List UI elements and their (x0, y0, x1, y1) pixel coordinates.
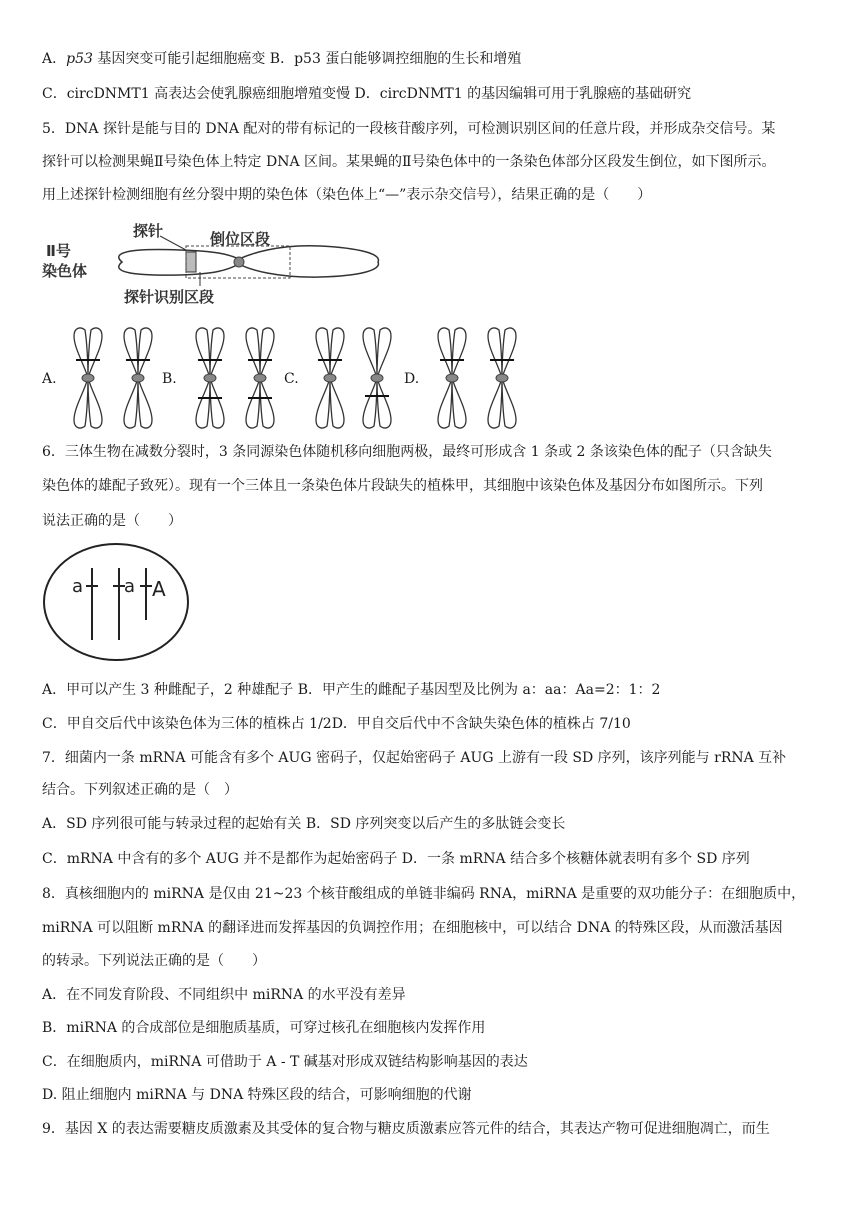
option-c-chrom-1 (316, 328, 344, 428)
q5-option-b-label[interactable]: B. (162, 371, 177, 387)
q4-option-a-text: 基因突变可能引起细胞癌变 B．p53 蛋白能够调控细胞的生长和增殖 (92, 51, 522, 67)
q8-stem-line3: 的转录。下列说法正确的是（ ） (42, 953, 266, 969)
option-d-chrom-1 (438, 328, 466, 428)
q8-option-c: C．在细胞质内，miRNA 可借助于 A - T 碱基对形成双链结构影响基因的表达 (42, 1054, 528, 1070)
region-label: 探针识别区段 (124, 288, 215, 306)
q8-stem-line2: miRNA 可以阻断 mRNA 的翻译进而发挥基因的负调控作用；在细胞核中，可以结合 DNA 的特殊区段，从而激活基因 (42, 920, 783, 936)
q8-stem-line1: 8．真核细胞内的 miRNA 是仅由 21~23 个核苷酸组成的单链非编码 RNA，miRNA 是重要的双功能分子：在细胞质中， (42, 886, 806, 902)
option-c-chrom-2 (363, 328, 391, 428)
q5-stem-line3: 用上述探针检测细胞有丝分裂中期的染色体（染色体上“—”表示杂交信号），结果正确的是（ ） (42, 187, 652, 203)
q6-stem-line3: 说法正确的是（ ） (42, 513, 182, 529)
q5-stem-line2: 探针可以检测果蝇Ⅱ号染色体上特定 DNA 区间。某果蝇的Ⅱ号染色体中的一条染色体部分区段发生倒位，如下图所示。 (42, 154, 776, 170)
chromosome-shape (119, 246, 379, 277)
q7-option-ab: A．SD 序列很可能与转录过程的起始有关 B．SD 序列突变以后产生的多肽链会变长 (42, 816, 566, 832)
q6-cell-figure (40, 538, 200, 664)
option-a-chrom-1 (74, 328, 102, 428)
centromere (234, 257, 244, 267)
q8-option-a: A．在不同发育阶段、不同组织中 miRNA 的水平没有差异 (42, 987, 406, 1003)
q7-option-cd: C．mRNA 中含有的多个 AUG 并不是都作为起始密码子 D．一条 mRNA 结合多个核糖体就表明有多个 SD 序列 (42, 851, 750, 867)
option-d-chrom-2 (488, 328, 516, 428)
q8-option-d: D. 阻止细胞内 miRNA 与 DNA 特殊区段的结合，可影响细胞的代谢 (42, 1087, 472, 1103)
option-a-chrom-2 (124, 328, 152, 428)
allele-2: a (124, 576, 136, 597)
q4-option-a-gene: p53 (66, 51, 93, 67)
q6-option-cd: C．甲自交后代中该染色体为三体的植株占 1/2D．甲自交后代中不含缺失染色体的植株占 7/10 (42, 716, 631, 732)
q5-option-a-label[interactable]: A. (42, 371, 57, 387)
probe-region-box (186, 252, 196, 272)
probe-pointer (160, 236, 186, 250)
q9-stem-line1: 9．基因 X 的表达需要糖皮质激素及其受体的复合物与糖皮质激素应答元件的结合，其表达产物可促进细胞凋亡，而生 (42, 1121, 770, 1137)
option-b-chrom-1 (196, 328, 224, 428)
q5-chromosome-figure (40, 214, 390, 310)
chrom-label-2: 染色体 (42, 262, 88, 280)
q6-stem-line1: 6．三体生物在减数分裂时，3 条同源染色体随机移向细胞两极，最终可形成含 1 条或 2 条该染色体的配子（只含缺失 (42, 444, 772, 460)
q4-option-cd: C．circDNMT1 高表达会使乳腺癌细胞增殖变慢 D．circDNMT1 的基因编辑可用于乳腺癌的基础研究 (42, 86, 692, 102)
q6-option-ab: A．甲可以产生 3 种雌配子，2 种雄配子 B．甲产生的雌配子基因型及比例为 a：aa：Aa=2：1：2 (42, 682, 661, 698)
allele-1: a (72, 576, 84, 597)
q8-option-b: B．miRNA 的合成部位是细胞质基质，可穿过核孔在细胞核内发挥作用 (42, 1020, 486, 1036)
inversion-label: 倒位区段 (210, 230, 271, 248)
probe-label: 探针 (133, 222, 164, 240)
cell-outline (44, 544, 188, 660)
q4-option-ab (42, 50, 521, 68)
q4-option-a-prefix: A． (42, 51, 67, 67)
q5-option-d-label[interactable]: D. (404, 371, 420, 387)
allele-3: A (152, 577, 166, 601)
chrom-label-1: Ⅱ号 (46, 242, 71, 260)
q6-stem-line2: 染色体的雄配子致死）。现有一个三体且一条染色体片段缺失的植株甲，其细胞中该染色体及基因分布如图所示。下列 (42, 478, 763, 494)
q5-stem-line1: 5．DNA 探针是能与目的 DNA 配对的带有标记的一段核苷酸序列，可检测识别区间的任意片段，并形成杂交信号。某 (42, 121, 776, 137)
option-b-chrom-2 (246, 328, 274, 428)
q5-options-figure (0, 326, 540, 430)
q7-stem-line2: 结合。下列叙述正确的是（ ） (42, 782, 238, 798)
q5-option-c-label[interactable]: C. (284, 371, 299, 387)
q7-stem-line1: 7．细菌内一条 mRNA 可能含有多个 AUG 密码子，仅起始密码子 AUG 上游有一段 SD 序列，该序列能与 rRNA 互补 (42, 750, 787, 766)
